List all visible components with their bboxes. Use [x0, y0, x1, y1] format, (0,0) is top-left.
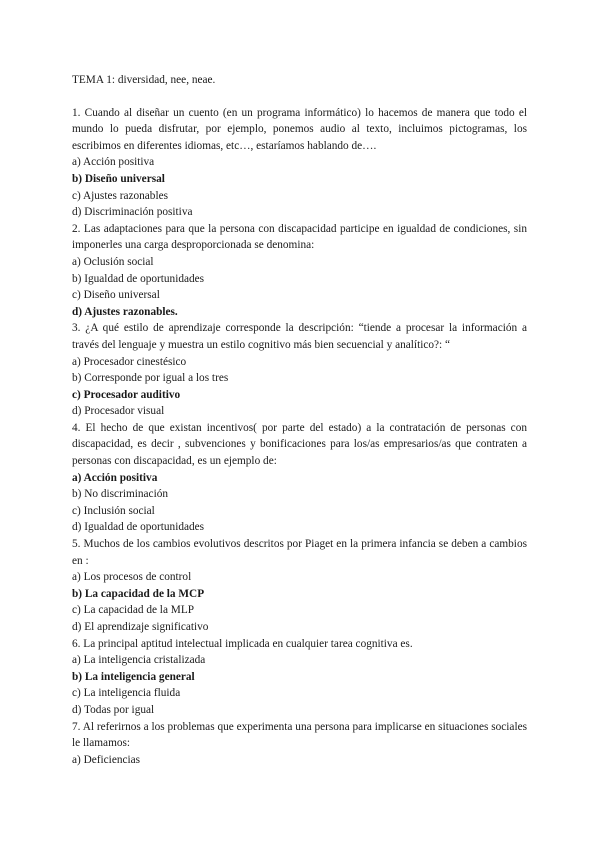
option-c-correct: c) Procesador auditivo — [72, 388, 181, 401]
option-d: d) Todas por igual — [72, 703, 155, 716]
question-5 — [72, 536, 527, 636]
question-text: 3. ¿A qué estilo de aprendizaje corresponde la descripción: “tiende a procesar la información a través del lenguaje y muestra un estilo cognitivo más bien secuencial y analítico?: “ — [72, 322, 527, 351]
option-d: d) Procesador visual — [72, 405, 165, 418]
question-text: 6. La principal aptitud intelectual implicada en cualquier tarea cognitiva es. — [72, 637, 413, 650]
option-c: c) La capacidad de la MLP — [72, 604, 195, 617]
question-text: 7. Al referirnos a los problemas que experimenta una persona para implicarse en situaciones sociales le llamamos: — [72, 720, 527, 750]
option-b: b) No discriminación — [72, 488, 169, 501]
question-7 — [72, 719, 527, 769]
document-content — [72, 72, 527, 768]
option-a: a) La inteligencia cristalizada — [72, 654, 206, 667]
page-title: TEMA 1: diversidad, nee, neae. — [72, 74, 216, 86]
option-c: c) Ajustes razonables — [72, 189, 168, 202]
option-a: a) Los procesos de control — [72, 571, 192, 584]
option-d-correct: d) Ajustes razonables. — [72, 305, 178, 318]
option-d: d) Igualdad de oportunidades — [72, 521, 205, 534]
option-a: a) Acción positiva — [72, 156, 155, 169]
option-b-correct: b) La inteligencia general — [72, 670, 195, 683]
option-b: b) Corresponde por igual a los tres — [72, 372, 229, 385]
question-text: 4. El hecho de que existan incentivos( por parte del estado) a la contratación de personas con discapacidad, es decir , subvenciones y bonificaciones para los/as empresarios/as que contraten a personas con discapacidad, es un ejemplo de: — [72, 421, 527, 468]
option-d: d) El aprendizaje significativo — [72, 621, 209, 633]
question-text: 1. Cuando al diseñar un cuento (en un programa informático) lo hacemos de manera que todo el mundo lo pueda disfrutar, por ejemplo, ponemos audio al texto, incluimos pictogramas, los escribimos en diferentes idiomas, etc…, estaríamos hablando de…. — [72, 106, 527, 152]
question-6 — [72, 636, 527, 719]
option-b-correct: b) La capacidad de la MCP — [72, 587, 205, 600]
option-c: c) La inteligencia fluida — [72, 687, 181, 700]
question-3 — [72, 320, 527, 420]
option-a: a) Oclusión social — [72, 255, 154, 268]
option-a-correct: a) Acción positiva — [72, 471, 158, 484]
option-d: d) Discriminación positiva — [72, 206, 193, 219]
question-1 — [72, 105, 527, 221]
option-a: a) Deficiencias — [72, 753, 141, 766]
question-2 — [72, 221, 527, 321]
question-text: 2. Las adaptaciones para que la persona con discapacidad participe en igualdad de condiciones, sin imponerles una carga desproporcionada se denomina: — [72, 222, 527, 252]
option-c: c) Diseño universal — [72, 289, 160, 302]
option-c: c) Inclusión social — [72, 504, 155, 517]
option-b: b) Igualdad de oportunidades — [72, 272, 205, 285]
option-a: a) Procesador cinestésico — [72, 355, 187, 368]
question-4 — [72, 420, 527, 536]
question-text: 5. Muchos de los cambios evolutivos descritos por Piaget en la primera infancia se deben a cambios en : — [72, 538, 527, 567]
option-b-correct: b) Diseño universal — [72, 172, 165, 185]
